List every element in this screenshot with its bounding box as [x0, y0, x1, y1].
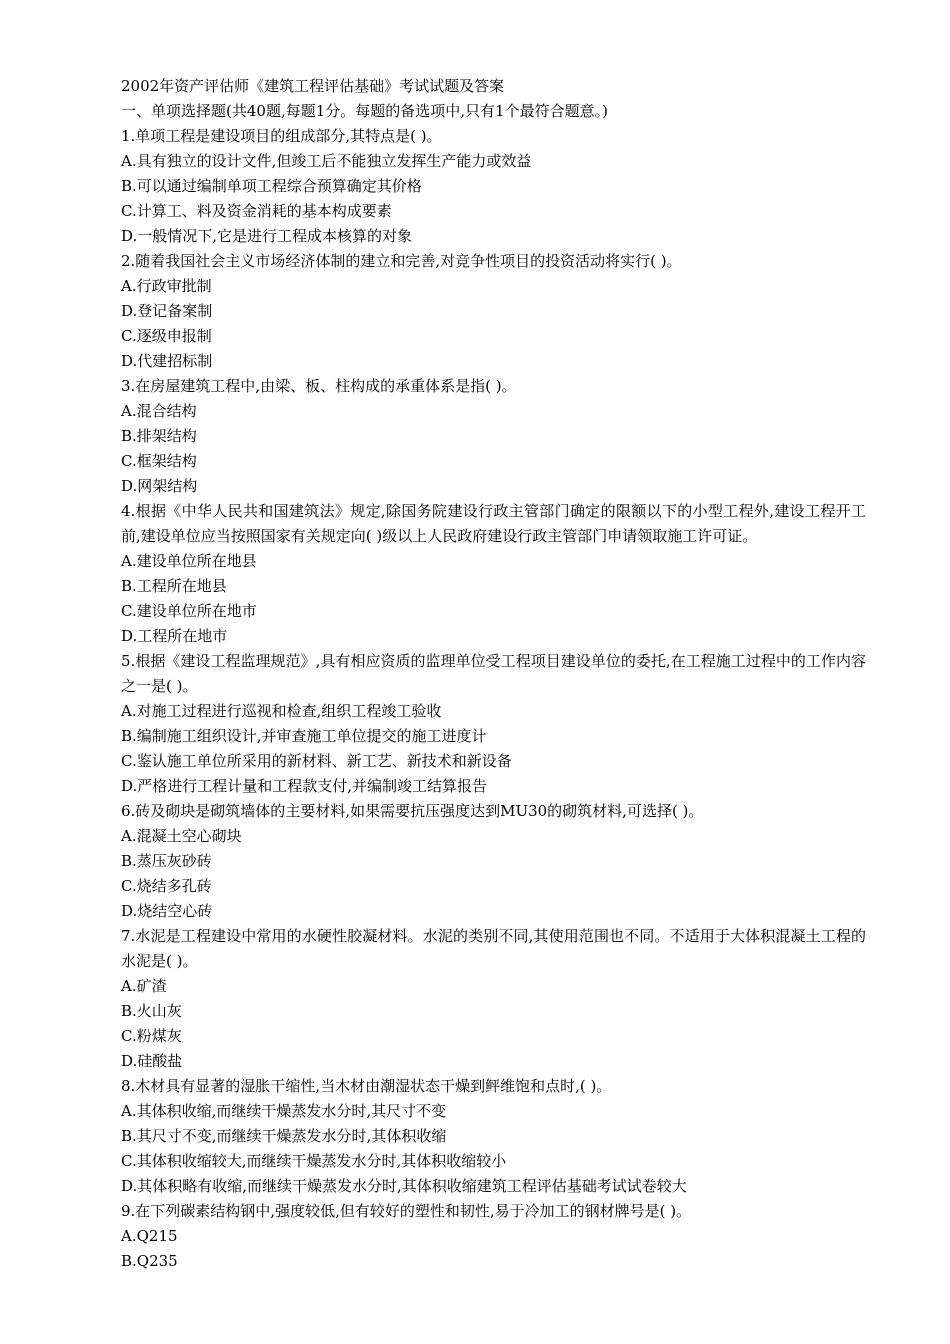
question-option: D.烧结空心砖 [121, 902, 213, 920]
question-option: A.Q215 [121, 1227, 178, 1245]
question-option: C.计算工、料及资金消耗的基本构成要素 [121, 202, 392, 220]
question-option: B.火山灰 [121, 1002, 182, 1020]
question-option: B.可以通过编制单项工程综合预算确定其价格 [121, 177, 422, 195]
question-stem: 1.单项工程是建设项目的组成部分,其特点是( )。 [121, 127, 442, 145]
question-option: A.对施工过程进行巡视和检查,组织工程竣工验收 [121, 702, 442, 720]
question-stem: 5.根据《建设工程监理规范》,具有相应资质的监理单位受工程项目建设单位的委托,在工程施工过程中的工作内容之一是( )。 [121, 652, 866, 695]
question-stem: 3.在房屋建筑工程中,由梁、板、柱构成的承重体系是指( )。 [121, 377, 517, 395]
question-option: B.编制施工组织设计,并审查施工单位提交的施工进度计 [121, 727, 487, 745]
question-option: B.排架结构 [121, 427, 197, 445]
question-option: D.硅酸盐 [121, 1052, 183, 1070]
question-option: A.混合结构 [121, 402, 197, 420]
question-option: D.代建招标制 [121, 352, 213, 370]
question-option: A.混凝土空心砌块 [121, 827, 242, 845]
question-option: A.矿渣 [121, 977, 167, 995]
question-option: D.一般情况下,它是进行工程成本核算的对象 [121, 227, 413, 245]
question-option: B.蒸压灰砂砖 [121, 852, 212, 870]
question-option: B.其尺寸不变,而继续干燥蒸发水分时,其体积收缩 [121, 1127, 447, 1145]
question-option: C.建设单位所在地市 [121, 602, 257, 620]
question-option: C.框架结构 [121, 452, 197, 470]
section-heading: 一、单项选择题(共40题,每题1分。每题的备选项中,只有1个最符合题意。) [121, 102, 608, 120]
question-option: C.逐级申报制 [121, 327, 212, 345]
document-title: 2002年资产评估师《建筑工程评估基础》考试试题及答案 [121, 77, 505, 95]
question-stem: 2.随着我国社会主义市场经济体制的建立和完善,对竞争性项目的投资活动将实行( )。 [121, 252, 682, 270]
question-option: A.具有独立的设计文件,但竣工后不能独立发挥生产能力或效益 [121, 152, 532, 170]
question-option: D.严格进行工程计量和工程款支付,并编制竣工结算报告 [121, 777, 488, 795]
question-option: D.工程所在地市 [121, 627, 228, 645]
question-option: A.其体积收缩,而继续干燥蒸发水分时,其尺寸不变 [121, 1102, 447, 1120]
question-option: B.Q235 [121, 1252, 178, 1270]
question-option: C.粉煤灰 [121, 1027, 182, 1045]
question-stem: 4.根据《中华人民共和国建筑法》规定,除国务院建设行政主管部门确定的限额以下的小型工程外,建设工程开工前,建设单位应当按照国家有关规定向( )级以上人民政府建设行政主管部门申请领取施工许可证。 [121, 502, 866, 545]
question-option: B.工程所在地县 [121, 577, 227, 595]
question-stem: 8.木材具有显著的湿胀干缩性,当木材由潮湿状态干燥到鲆维饱和点时,( )。 [121, 1077, 612, 1095]
question-option: D.网架结构 [121, 477, 198, 495]
question-option: D.登记备案制 [121, 302, 213, 320]
document-page [121, 74, 866, 1274]
question-option: C.鉴认施工单位所采用的新材料、新工艺、新技术和新设备 [121, 752, 512, 770]
question-stem: 9.在下列碳素结构钢中,强度较低,但有较好的塑性和韧性,易于冷加工的钢材牌号是( )。 [121, 1202, 692, 1220]
question-stem: 6.砖及砌块是砌筑墙体的主要材料,如果需要抗压强度达到MU30的砌筑材料,可选择( )。 [121, 802, 704, 820]
question-option: D.其体积略有收缩,而继续干燥蒸发水分时,其体积收缩建筑工程评估基础考试试卷较大 [121, 1177, 687, 1195]
question-stem: 7.水泥是工程建设中常用的水硬性胶凝材料。水泥的类别不同,其使用范围也不同。不适用于大体积混凝土工程的水泥是( )。 [121, 927, 866, 970]
question-option: A.行政审批制 [121, 277, 212, 295]
question-option: A.建设单位所在地县 [121, 552, 257, 570]
question-option: C.其体积收缩较大,而继续干燥蒸发水分时,其体积收缩较小 [121, 1152, 507, 1170]
question-option: C.烧结多孔砖 [121, 877, 212, 895]
